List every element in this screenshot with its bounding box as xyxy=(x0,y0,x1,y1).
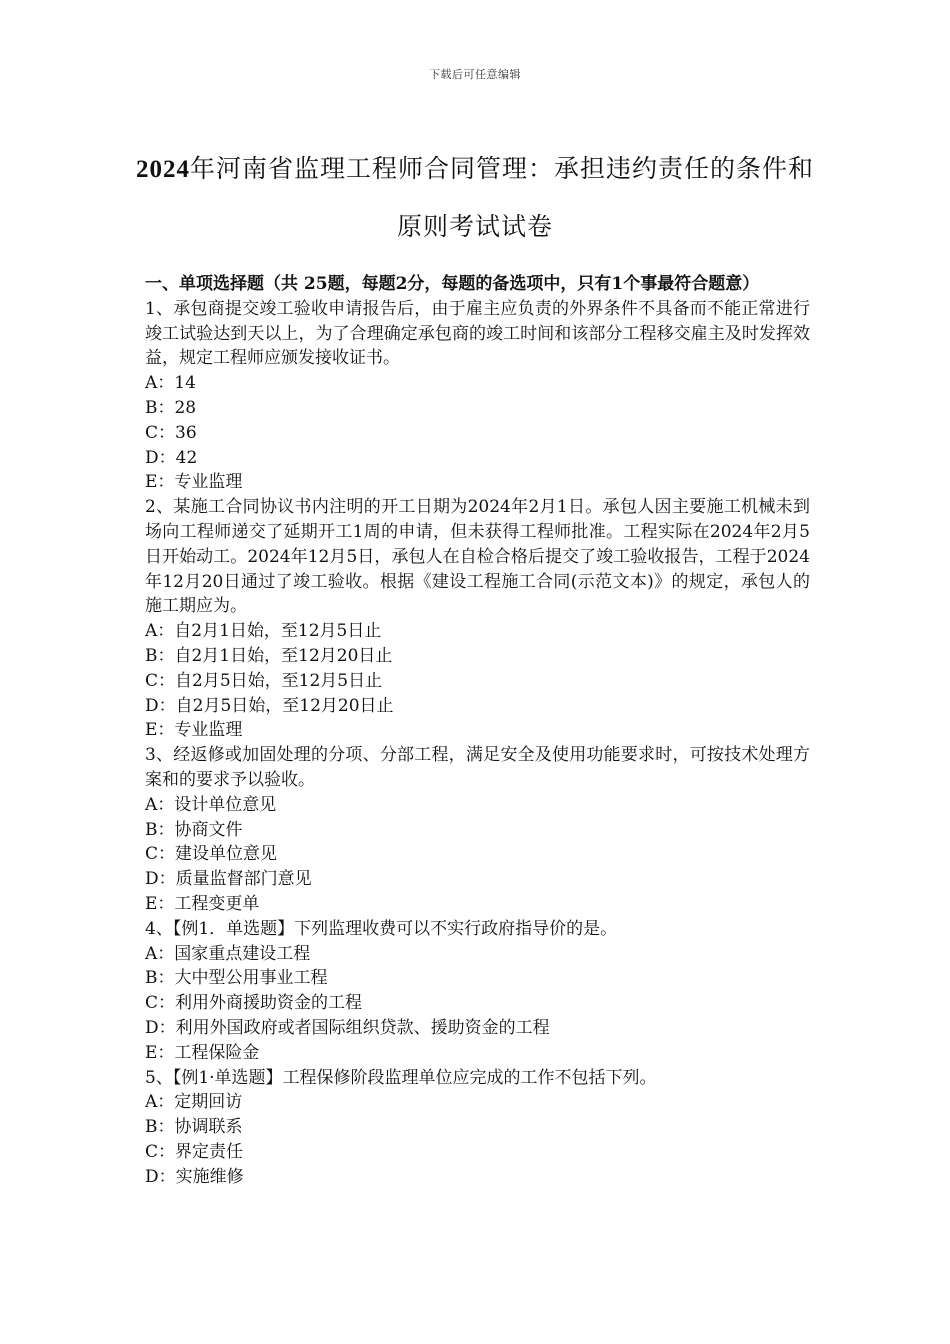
document-title xyxy=(130,140,820,255)
option-c: C：界定责任 xyxy=(145,1141,244,1162)
option-d: D：自2月5日始，至12月20日止 xyxy=(145,695,394,716)
question-3 xyxy=(145,743,810,917)
option-b: B：协调联系 xyxy=(145,1117,243,1138)
question-stem: 5、【例1·单选题】工程保修阶段监理单位应完成的工作不包括下列。 xyxy=(145,1067,657,1088)
option-b: B：协商文件 xyxy=(145,819,243,840)
option-c: C：自2月5日始，至12月5日止 xyxy=(145,670,383,691)
section-heading: 一、单项选择题（共 25题，每题2分，每题的备选项中，只有1个事最符合题意） xyxy=(145,274,760,294)
title-text: 年河南省监理工程师合同管理：承担违约责任的条件和原则考试试卷 xyxy=(189,154,814,241)
option-e: E：工程变更单 xyxy=(145,893,260,914)
question-stem: 1、承包商提交竣工验收申请报告后，由于雇主应负责的外界条件不具备而不能正常进行竣工试验达到天以上，为了合理确定承包商的竣工时间和该部分工程移交雇主及时发挥效益，规定工程师应颁发接收证书。 xyxy=(145,298,810,369)
question-stem: 4、【例1．单选题】下列监理收费可以不实行政府指导价的是。 xyxy=(145,918,618,939)
option-e: E：工程保险金 xyxy=(145,1042,260,1063)
option-d: D：42 xyxy=(145,447,198,468)
document-body xyxy=(145,272,810,1189)
option-c: C：36 xyxy=(145,422,197,443)
option-c: C：利用外商援助资金的工程 xyxy=(145,993,363,1014)
option-a: A：定期回访 xyxy=(145,1092,243,1113)
option-d: D：质量监督部门意见 xyxy=(145,869,312,890)
option-b: B：大中型公用事业工程 xyxy=(145,968,328,989)
page-header-note: 下载后可任意编辑 xyxy=(429,68,521,81)
option-a: A：设计单位意见 xyxy=(145,794,277,815)
question-4 xyxy=(145,917,810,1066)
question-5 xyxy=(145,1066,810,1190)
option-a: A：国家重点建设工程 xyxy=(145,943,311,964)
option-a: A：14 xyxy=(145,373,196,394)
option-d: D：实施维修 xyxy=(145,1166,244,1187)
option-c: C：建设单位意见 xyxy=(145,844,278,865)
title-year: 2024 xyxy=(135,156,190,183)
option-e: E：专业监理 xyxy=(145,472,243,493)
option-a: A：自2月1日始，至12月5日止 xyxy=(145,621,382,642)
question-stem: 3、经返修或加固处理的分项、分部工程，满足安全及使用功能要求时，可按技术处理方案和的要求予以验收。 xyxy=(145,745,810,790)
option-e: E：专业监理 xyxy=(145,720,243,741)
question-2 xyxy=(145,495,810,743)
option-d: D：利用外国政府或者国际组织贷款、援助资金的工程 xyxy=(145,1017,550,1038)
option-b: B：自2月1日始，至12月20日止 xyxy=(145,645,393,666)
option-b: B：28 xyxy=(145,397,197,418)
question-1 xyxy=(145,297,810,495)
question-stem: 2、某施工合同协议书内注明的开工日期为2024年2月1日。承包人因主要施工机械未到场向工程师递交了延期开工1周的申请，但未获得工程师批准。工程实际在2024年2月5日开始动工。2024年12月5日，承包人在自检合格后提交了竣工验收报告，工程于2024年12月20日通过了竣工验收。根据《建设工程施工合同(示范文本)》的规定，承包人的施工期应为。 xyxy=(145,497,810,617)
